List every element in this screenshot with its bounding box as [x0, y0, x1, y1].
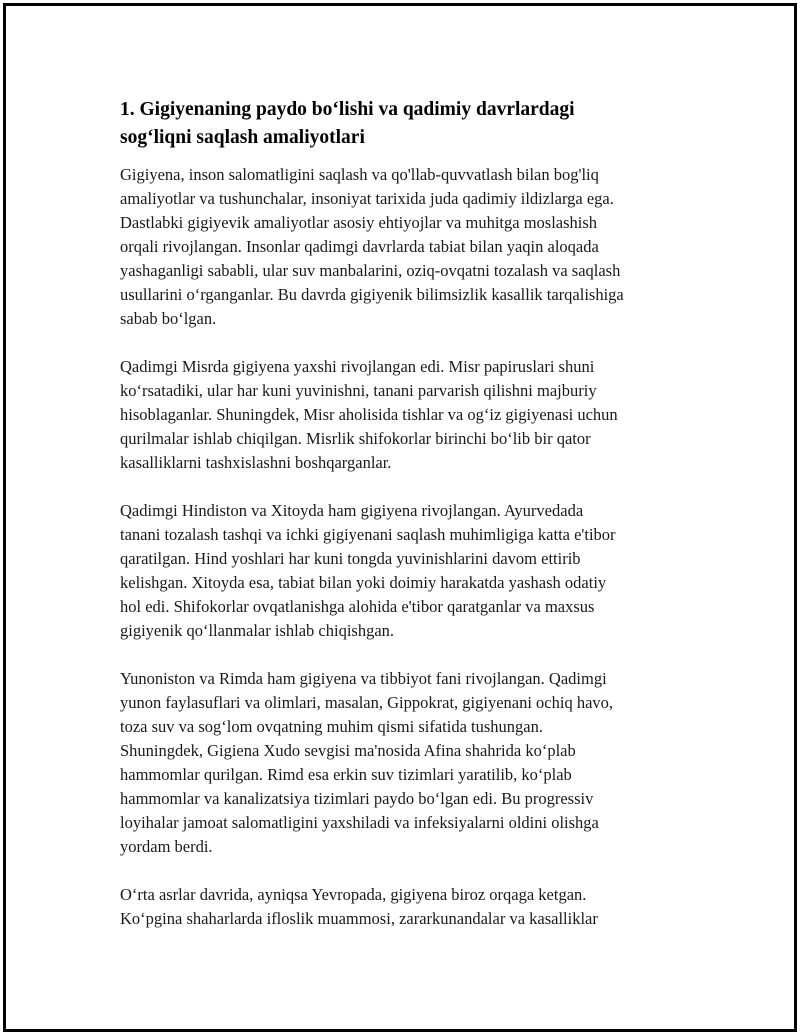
paragraph-origins [120, 163, 680, 331]
text-line: Qadimgi Misrda gigiyena yaxshi rivojlangan edi. Misr papiruslari shuni [120, 357, 595, 376]
document-body [120, 96, 680, 955]
text-line: hammomlar va kanalizatsiya tizimlari paydo bo‘lgan edi. Bu progressiv [120, 789, 594, 808]
text-line: qurilmalar ishlab chiqilgan. Misrlik shifokorlar birinchi bo‘lib bir qator [120, 429, 591, 448]
text-line: Dastlabki gigiyevik amaliyotlar asosiy ehtiyojlar va muhitga moslashish [120, 213, 598, 232]
paragraph-middle-ages [120, 883, 680, 931]
text-line: gigiyenik qo‘llanmalar ishlab chiqishgan. [120, 621, 395, 640]
paragraph-india-china [120, 499, 680, 643]
text-line: kasalliklarni tashxislashni boshqarganlar. [120, 453, 392, 472]
text-line: O‘rta asrlar davrida, ayniqsa Yevropada, gigiyena biroz orqaga ketgan. [120, 885, 587, 904]
text-line: ko‘rsatadiki, ular har kuni yuvinishni, tanani parvarish qilishni majburiy [120, 381, 597, 400]
document-page [3, 3, 797, 1032]
text-line: orqali rivojlangan. Insonlar qadimgi davrlarda tabiat bilan yaqin aloqada [120, 237, 599, 256]
text-line: Ko‘pgina shaharlarda ifloslik muammosi, zararkunandalar va kasalliklar [120, 909, 598, 928]
text-line: Qadimgi Hindiston va Xitoyda ham gigiyena rivojlangan. Ayurvedada [120, 501, 584, 520]
text-line: kelishgan. Xitoyda esa, tabiat bilan yoki doimiy harakatda yashash odatiy [120, 573, 607, 592]
text-line: loyihalar jamoat salomatligini yaxshiladi va infeksiyalarni oldini olishga [120, 813, 599, 832]
text-line: amaliyotlar va tushunchalar, insoniyat tarixida juda qadimiy ildizlarga ega. [120, 189, 614, 208]
text-line: yordam berdi. [120, 837, 213, 856]
text-line: Gigiyena, inson salomatligini saqlash va qo'llab-quvvatlash bilan bog'liq [120, 165, 599, 184]
text-line: sabab bo‘lgan. [120, 309, 217, 328]
text-line: yashaganligi sababli, ular suv manbalarini, oziq-ovqatni tozalash va saqlash [120, 261, 621, 280]
text-line: qaratilgan. Hind yoshlari har kuni tongda yuvinishlarini davom ettirib [120, 549, 581, 568]
section-heading [120, 96, 680, 152]
text-line: hisoblaganlar. Shuningdek, Misr aholisida tishlar va og‘iz gigiyenasi uchun [120, 405, 618, 424]
text-line: hammomlar qurilgan. Rimd esa erkin suv tizimlari yaratilib, ko‘plab [120, 765, 572, 784]
text-line: toza suv va sog‘lom ovqatning muhim qismi sifatida tushungan. [120, 717, 543, 736]
paragraph-greece-rome [120, 667, 680, 859]
paragraph-egypt [120, 355, 680, 475]
text-line: Yunoniston va Rimda ham gigiyena va tibbiyot fani rivojlangan. Qadimgi [120, 669, 607, 688]
text-line: hol edi. Shifokorlar ovqatlanishga alohida e'tibor qaratganlar va maxsus [120, 597, 595, 616]
text-line: tanani tozalash tashqi va ichki gigiyenani saqlash muhimligiga katta e'tibor [120, 525, 616, 544]
text-line: yunon faylasuflari va olimlari, masalan, Gippokrat, gigiyenani ochiq havo, [120, 693, 614, 712]
text-line: Shuningdek, Gigiena Xudo sevgisi ma'nosida Afina shahrida ko‘plab [120, 741, 576, 760]
section-heading-line-2: sog‘liqni saqlash amaliyotlari [120, 127, 365, 148]
text-line: usullarini o‘rganganlar. Bu davrda gigiyenik bilimsizlik kasallik tarqalishiga [120, 285, 624, 304]
section-heading-line-1: 1. Gigiyenaning paydo bo‘lishi va qadimiy davrlardagi [120, 99, 575, 120]
